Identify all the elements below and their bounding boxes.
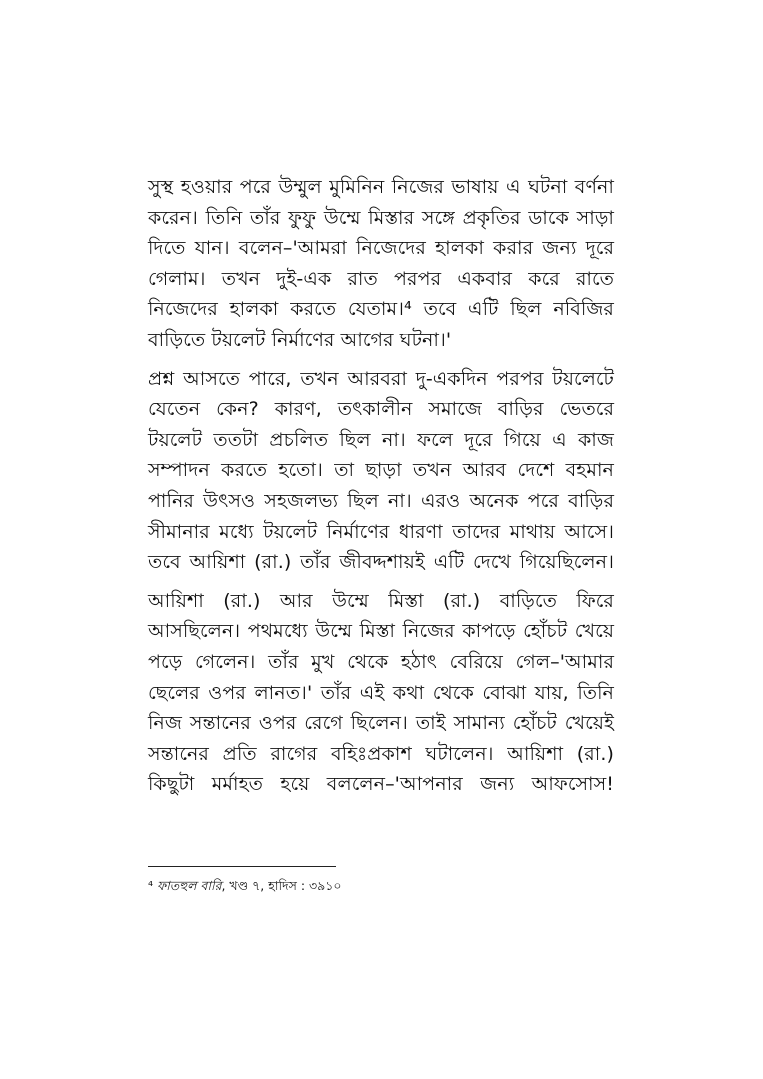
footnote-detail: , খণ্ড ৭, হাদিস : ৩৯১০	[221, 878, 342, 893]
body-text	[148, 172, 614, 808]
footnote-divider	[148, 866, 336, 867]
text-line: যেতেন কেন? কারণ, তৎকালীন সমাজে বাড়ির ভেতরে	[148, 398, 614, 421]
text-line: বাড়িতে টয়লেট নির্মাণের আগের ঘটনা।'	[148, 328, 452, 351]
text-line: তবে আয়িশা (রা.) তাঁর জীবদ্দশায়ই এটি দেখে গিয়েছিলেন।	[148, 551, 614, 574]
footnote-source: ফাতহুল বারি	[157, 878, 222, 893]
text-line: সুস্থ হওয়ার পরে উম্মুল মুমিনিন নিজের ভাষায় এ ঘটনা বর্ণনা	[148, 176, 614, 198]
text-line: দিতে যান। বলেন–'আমরা নিজেদের হালকা করার জন্য দূরে	[148, 237, 614, 260]
text-line: পানির উৎসও সহজলভ্য ছিল না। এরও অনেক পরে বাড়ির	[148, 489, 614, 512]
text-line: প্রশ্ন আসতে পারে, তখন আরবরা দু-একদিন পরপর টয়লেটে	[148, 367, 614, 390]
text-line: গেলাম। তখন দুই-এক রাত পরপর একবার করে রাতে	[148, 267, 614, 290]
text-line: সীমানার মধ্যে টয়লেট নির্মাণের ধারণা তাদের মাথায় আসে।	[148, 520, 614, 543]
text-line: সম্পাদন করতে হতো। তা ছাড়া তখন আরব দেশে বহমান	[148, 459, 614, 482]
text-line: নিজ সন্তানের ওপর রেগে ছিলেন। তাই সামান্য হোঁচট খেয়েই	[148, 712, 614, 735]
footnote	[148, 878, 341, 894]
paragraph-3	[148, 586, 614, 800]
footnote-marker: ⁴	[148, 878, 154, 893]
text-line: পড়ে গেলেন। তাঁর মুখ থেকে হঠাৎ বেরিয়ে গেল–'আমার	[148, 650, 614, 673]
text-line: কিছুটা মর্মাহত হয়ে বললেন–'আপনার জন্য আফসোস!	[148, 773, 614, 796]
text-line: নিজেদের হালকা করতে যেতাম।⁴ তবে এটি ছিল নবিজির	[148, 298, 614, 321]
text-line: সন্তানের প্রতি রাগের বহিঃপ্রকাশ ঘটালেন। আয়িশা (রা.)	[148, 742, 614, 765]
text-line: আসছিলেন। পথমধ্যে উম্মে মিস্তা নিজের কাপড়ে হোঁচট খেয়ে	[148, 620, 614, 643]
paragraph-2	[148, 364, 614, 578]
text-line: করেন। তিনি তাঁর ফুফু উম্মে মিস্তার সঙ্গে প্রকৃতির ডাকে সাড়া	[148, 206, 614, 229]
paragraph-1	[148, 172, 614, 356]
text-line: টয়লেট ততটা প্রচলিত ছিল না। ফলে দূরে গিয়ে এ কাজ	[148, 428, 614, 451]
text-line: আয়িশা (রা.) আর উম্মে মিস্তা (রা.) বাড়িতে ফিরে	[148, 589, 614, 612]
text-line: ছেলের ওপর লানত।' তাঁর এই কথা থেকে বোঝা যায়, তিনি	[148, 681, 614, 704]
